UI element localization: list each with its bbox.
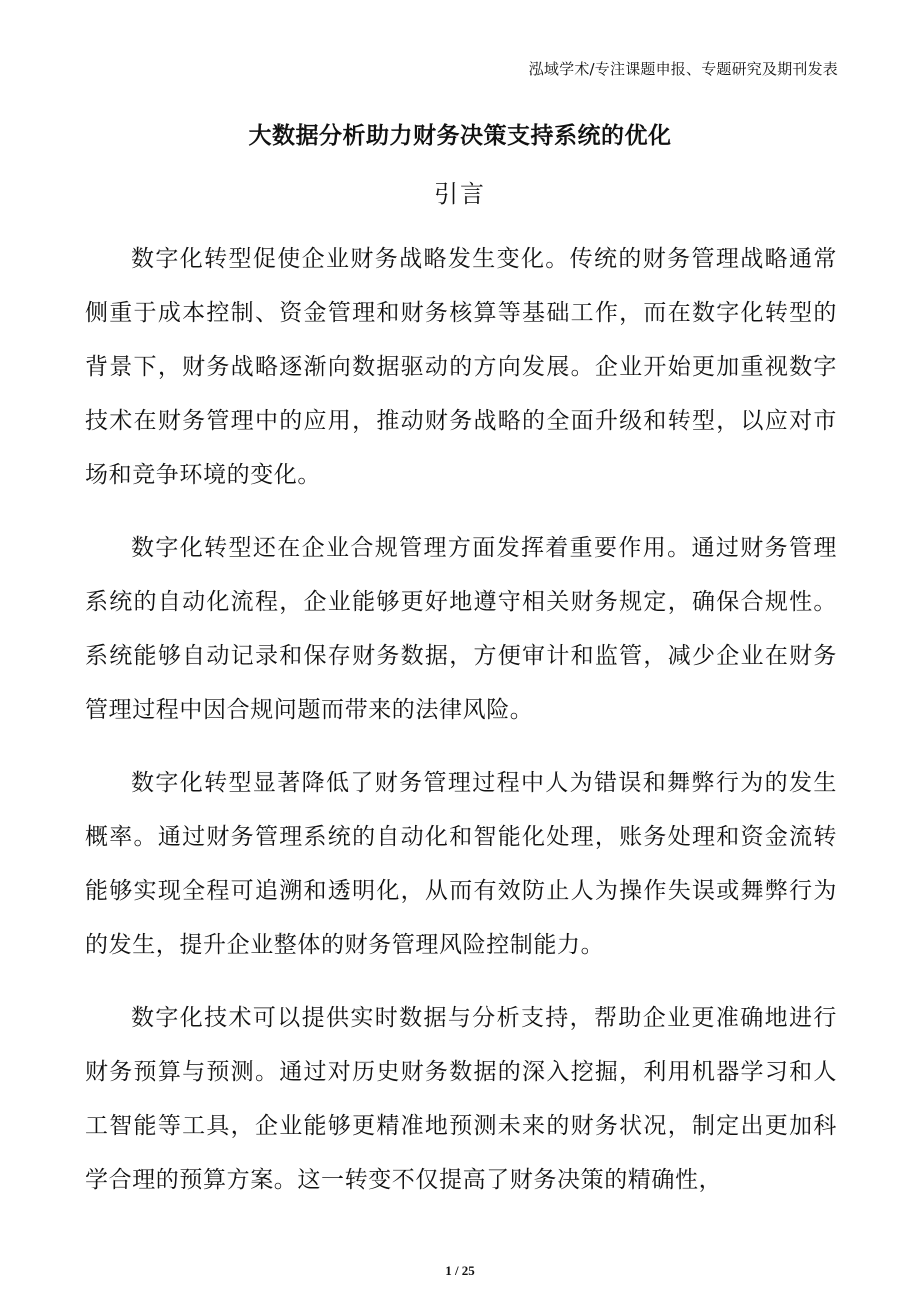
paragraph: 数字化转型显著降低了财务管理过程中人为错误和舞弊行为的发生概率。通过财务管理系统的自动化和智能化处理，账务处理和资金流转能够实现全程可追溯和透明化，从而有效防止人为操作失误或舞弊行为的发生，提升企业整体的财务管理风险控制能力。 [85, 770, 837, 958]
section-heading: 引言 [434, 180, 486, 208]
paragraph: 数字化转型促使企业财务战略发生变化。传统的财务管理战略通常侧重于成本控制、资金管理和财务核算等基础工作，而在数字化转型的背景下，财务战略逐渐向数据驱动的方向发展。企业开始更加重视数字技术在财务管理中的应用，推动财务战略的全面升级和转型，以应对市场和竞争环境的变化。 [85, 246, 837, 488]
paragraph: 数字化转型还在企业合规管理方面发挥着重要作用。通过财务管理系统的自动化流程，企业能够更好地遵守相关财务规定，确保合规性。系统能够自动记录和保存财务数据，方便审计和监管，减少企业在财务管理过程中因合规问题而带来的法律风险。 [85, 535, 837, 723]
page-header: 泓域学术/专注课题申报、专题研究及期刊发表 [528, 60, 838, 78]
document-title: 大数据分析助力财务决策支持系统的优化 [248, 123, 672, 149]
paragraph: 数字化技术可以提供实时数据与分析支持，帮助企业更准确地进行财务预算与预测。通过对历史财务数据的深入挖掘，利用机器学习和人工智能等工具，企业能够更精准地预测未来的财务状况，制定出更加科学合理的预算方案。这一转变不仅提高了财务决策的精确性， [85, 1005, 837, 1193]
body-text [85, 232, 837, 1226]
page-number: 1 / 25 [445, 1263, 475, 1278]
